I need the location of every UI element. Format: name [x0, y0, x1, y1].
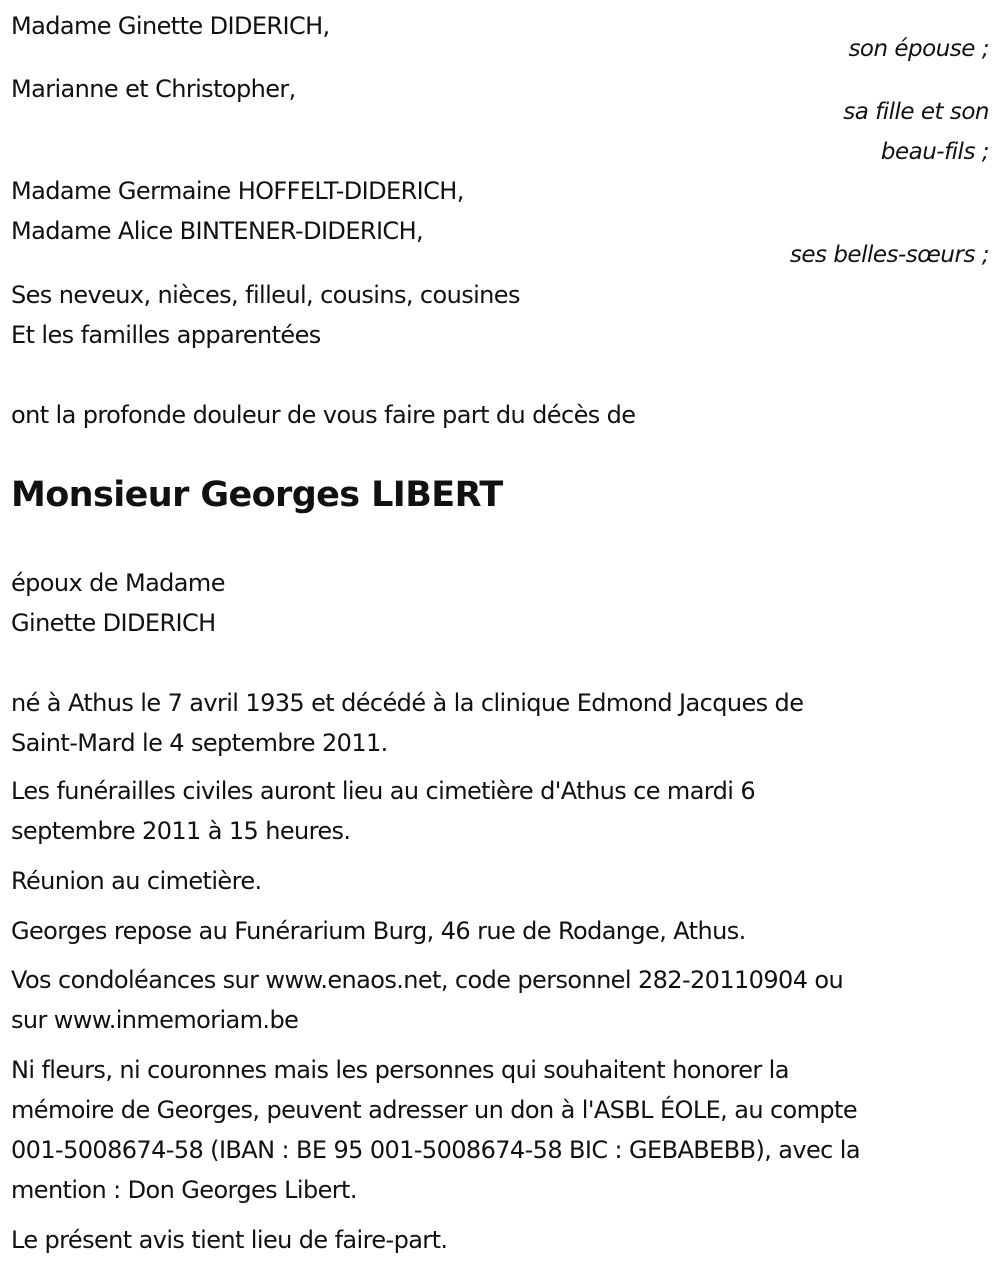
family-name: Madame Germaine HOFFELT-DIDERICH,: [11, 177, 464, 205]
family-name: Et les familles apparentées: [11, 321, 321, 349]
rest-location-text: Georges repose au Funérarium Burg, 46 rue de Rodange, Athus.: [11, 917, 746, 945]
closing-text: Le présent avis tient lieu de faire-part.: [11, 1226, 448, 1254]
donation-text: mention : Don Georges Libert.: [11, 1176, 357, 1204]
family-name: Marianne et Christopher,: [11, 75, 296, 103]
funeral-text: Les funérailles civiles auront lieu au cimetière d'Athus ce mardi 6: [11, 777, 756, 805]
family-relation: beau-fils ;: [880, 139, 989, 165]
family-relation: ses belles-sœurs ;: [789, 242, 989, 268]
donation-text: 001-5008674-58 (IBAN : BE 95 001-5008674-58 BIC : GEBABEBB), avec la: [11, 1136, 860, 1164]
donation-text: Ni fleurs, ni couronnes mais les personnes qui souhaitent honorer la: [11, 1056, 789, 1084]
birth-death-text: Saint-Mard le 4 septembre 2011.: [11, 729, 388, 757]
family-relation: son épouse ;: [848, 36, 989, 62]
family-name: Ses neveux, nièces, filleul, cousins, cousines: [11, 281, 520, 309]
spouse-line: Ginette DIDERICH: [11, 609, 216, 637]
spouse-line: époux de Madame: [11, 569, 225, 597]
birth-death-text: né à Athus le 7 avril 1935 et décédé à la clinique Edmond Jacques de: [11, 689, 804, 717]
funeral-text: septembre 2011 à 15 heures.: [11, 817, 351, 845]
deceased-name: Monsieur Georges LIBERT: [11, 475, 503, 515]
condolences-text: sur www.inmemoriam.be: [11, 1006, 299, 1034]
family-name: Madame Alice BINTENER-DIDERICH,: [11, 217, 424, 245]
announcement-text: ont la profonde douleur de vous faire part du décès de: [11, 401, 636, 429]
condolences-text: Vos condoléances sur www.enaos.net, code personnel 282-20110904 ou: [11, 966, 844, 994]
family-relation: sa fille et son: [843, 99, 989, 125]
donation-text: mémoire de Georges, peuvent adresser un don à l'ASBL ÉOLE, au compte: [11, 1096, 858, 1124]
meeting-text: Réunion au cimetière.: [11, 867, 262, 895]
family-name: Madame Ginette DIDERICH,: [11, 12, 330, 40]
